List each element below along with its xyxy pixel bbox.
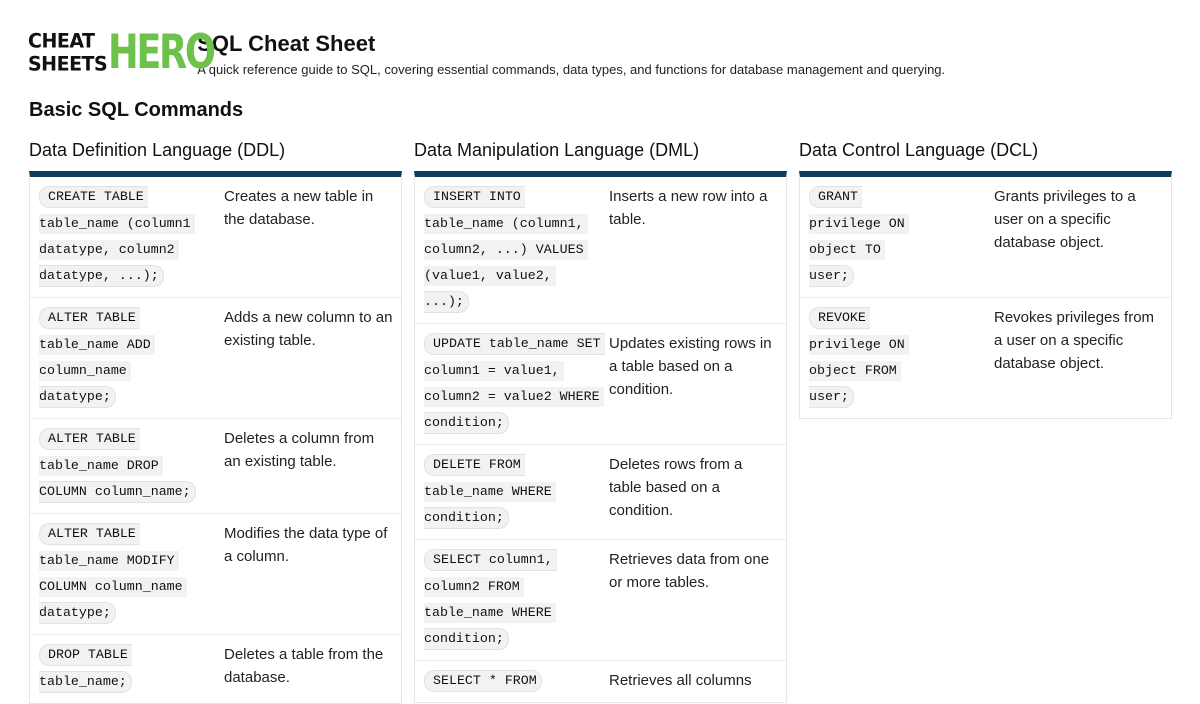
- command-table: [799, 171, 1172, 419]
- code-line: user;: [809, 386, 854, 408]
- cheatsheets-hero-logo[interactable]: [28, 25, 214, 80]
- code-snippet[interactable]: [424, 548, 609, 654]
- command-table: [414, 171, 787, 703]
- command-description: Creates a new table in the database.: [224, 188, 374, 228]
- command-description: Adds a new column to an existing table.: [224, 309, 393, 349]
- table-row: [30, 514, 401, 635]
- command-description: Deletes a column from an existing table.: [224, 430, 375, 470]
- code-line: SELECT column1,: [424, 549, 557, 571]
- table-row: [800, 298, 1171, 418]
- logo-line-cheat: CHEAT: [28, 29, 95, 53]
- code-line: condition;: [424, 628, 509, 650]
- table-row: [415, 177, 786, 324]
- column-dcl: [799, 138, 1172, 419]
- page-header: [28, 25, 946, 80]
- title-block: [197, 31, 945, 78]
- table-row: [415, 540, 786, 661]
- code-snippet[interactable]: [809, 306, 994, 412]
- command-table: [29, 171, 402, 704]
- command-description: Retrieves all columns: [609, 672, 752, 689]
- column-title: Data Manipulation Language (DML): [414, 140, 700, 160]
- code-line: privilege ON: [809, 335, 909, 355]
- code-line: SELECT * FROM: [424, 670, 542, 692]
- column-title: Data Definition Language (DDL): [29, 140, 286, 160]
- code-line: GRANT: [809, 186, 862, 208]
- code-snippet[interactable]: [424, 453, 609, 533]
- code-snippet[interactable]: [39, 427, 224, 507]
- code-snippet[interactable]: [39, 306, 224, 412]
- code-snippet[interactable]: [424, 185, 609, 317]
- code-line: DROP TABLE: [39, 644, 132, 666]
- code-line: column_name: [39, 361, 131, 381]
- code-line: table_name;: [39, 671, 132, 693]
- code-line: column2 FROM: [424, 577, 524, 597]
- code-line: ...);: [424, 291, 469, 313]
- code-snippet[interactable]: [39, 643, 224, 697]
- column-dml: [414, 138, 787, 703]
- code-snippet[interactable]: [809, 185, 994, 291]
- table-row: [30, 177, 401, 298]
- page-subtitle: A quick reference guide to SQL, covering essential commands, data types, and functions for database management and querying.: [197, 62, 946, 77]
- code-line: datatype;: [39, 602, 116, 624]
- code-line: privilege ON: [809, 214, 909, 234]
- command-description: Revokes privileges from a user on a specific database object.: [994, 309, 1155, 372]
- code-line: datatype, ...);: [39, 265, 164, 287]
- table-row: [30, 419, 401, 514]
- logo-hero: HERO: [108, 25, 214, 80]
- command-description: Deletes a table from the database.: [224, 646, 384, 686]
- code-line: user;: [809, 265, 854, 287]
- code-line: UPDATE table_name SET: [424, 333, 605, 355]
- code-snippet[interactable]: [39, 185, 224, 291]
- code-line: ALTER TABLE: [39, 307, 140, 329]
- command-description: Deletes rows from a table based on a condition.: [609, 456, 743, 519]
- page-title: SQL Cheat Sheet: [197, 31, 376, 56]
- code-line: table_name MODIFY: [39, 551, 179, 571]
- code-line: datatype, column2: [39, 240, 179, 260]
- code-line: column2 = value2 WHERE: [424, 387, 604, 407]
- logo-wordmark: [28, 30, 107, 76]
- table-row: [800, 177, 1171, 298]
- logo-line-sheets: SHEETS: [28, 52, 108, 76]
- column-title: Data Control Language (DCL): [799, 140, 1039, 160]
- table-row: [30, 298, 401, 419]
- code-line: object FROM: [809, 361, 901, 381]
- code-line: column2, ...) VALUES: [424, 240, 588, 260]
- code-line: object TO: [809, 240, 885, 260]
- code-line: REVOKE: [809, 307, 870, 329]
- code-snippet[interactable]: [424, 332, 609, 438]
- table-row: [415, 661, 786, 702]
- code-line: table_name ADD: [39, 335, 155, 355]
- code-line: condition;: [424, 507, 509, 529]
- table-row: [30, 635, 401, 703]
- table-row: [415, 324, 786, 445]
- code-line: ALTER TABLE: [39, 523, 140, 545]
- code-line: DELETE FROM: [424, 454, 525, 476]
- code-line: table_name DROP: [39, 456, 163, 476]
- command-description: Inserts a new row into a table.: [609, 188, 768, 228]
- code-line: condition;: [424, 412, 509, 434]
- code-line: INSERT INTO: [424, 186, 525, 208]
- code-line: datatype;: [39, 386, 116, 408]
- column-ddl: [29, 138, 402, 704]
- command-description: Retrieves data from one or more tables.: [609, 551, 770, 591]
- code-line: table_name WHERE: [424, 603, 556, 623]
- code-line: table_name (column1: [39, 214, 195, 234]
- table-row: [415, 445, 786, 540]
- code-line: COLUMN column_name: [39, 577, 187, 597]
- code-line: CREATE TABLE: [39, 186, 148, 208]
- command-description: Modifies the data type of a column.: [224, 525, 388, 565]
- code-line: COLUMN column_name;: [39, 481, 196, 503]
- code-line: ALTER TABLE: [39, 428, 140, 450]
- section-title: Basic SQL Commands: [29, 99, 244, 121]
- code-line: table_name (column1,: [424, 214, 588, 234]
- command-description: Grants privileges to a user on a specific database object.: [994, 188, 1136, 251]
- code-line: (value1, value2,: [424, 266, 556, 286]
- code-snippet[interactable]: [424, 669, 609, 696]
- command-description: Updates existing rows in a table based on a condition.: [609, 335, 772, 398]
- code-line: table_name WHERE: [424, 482, 556, 502]
- code-line: column1 = value1,: [424, 361, 564, 381]
- code-snippet[interactable]: [39, 522, 224, 628]
